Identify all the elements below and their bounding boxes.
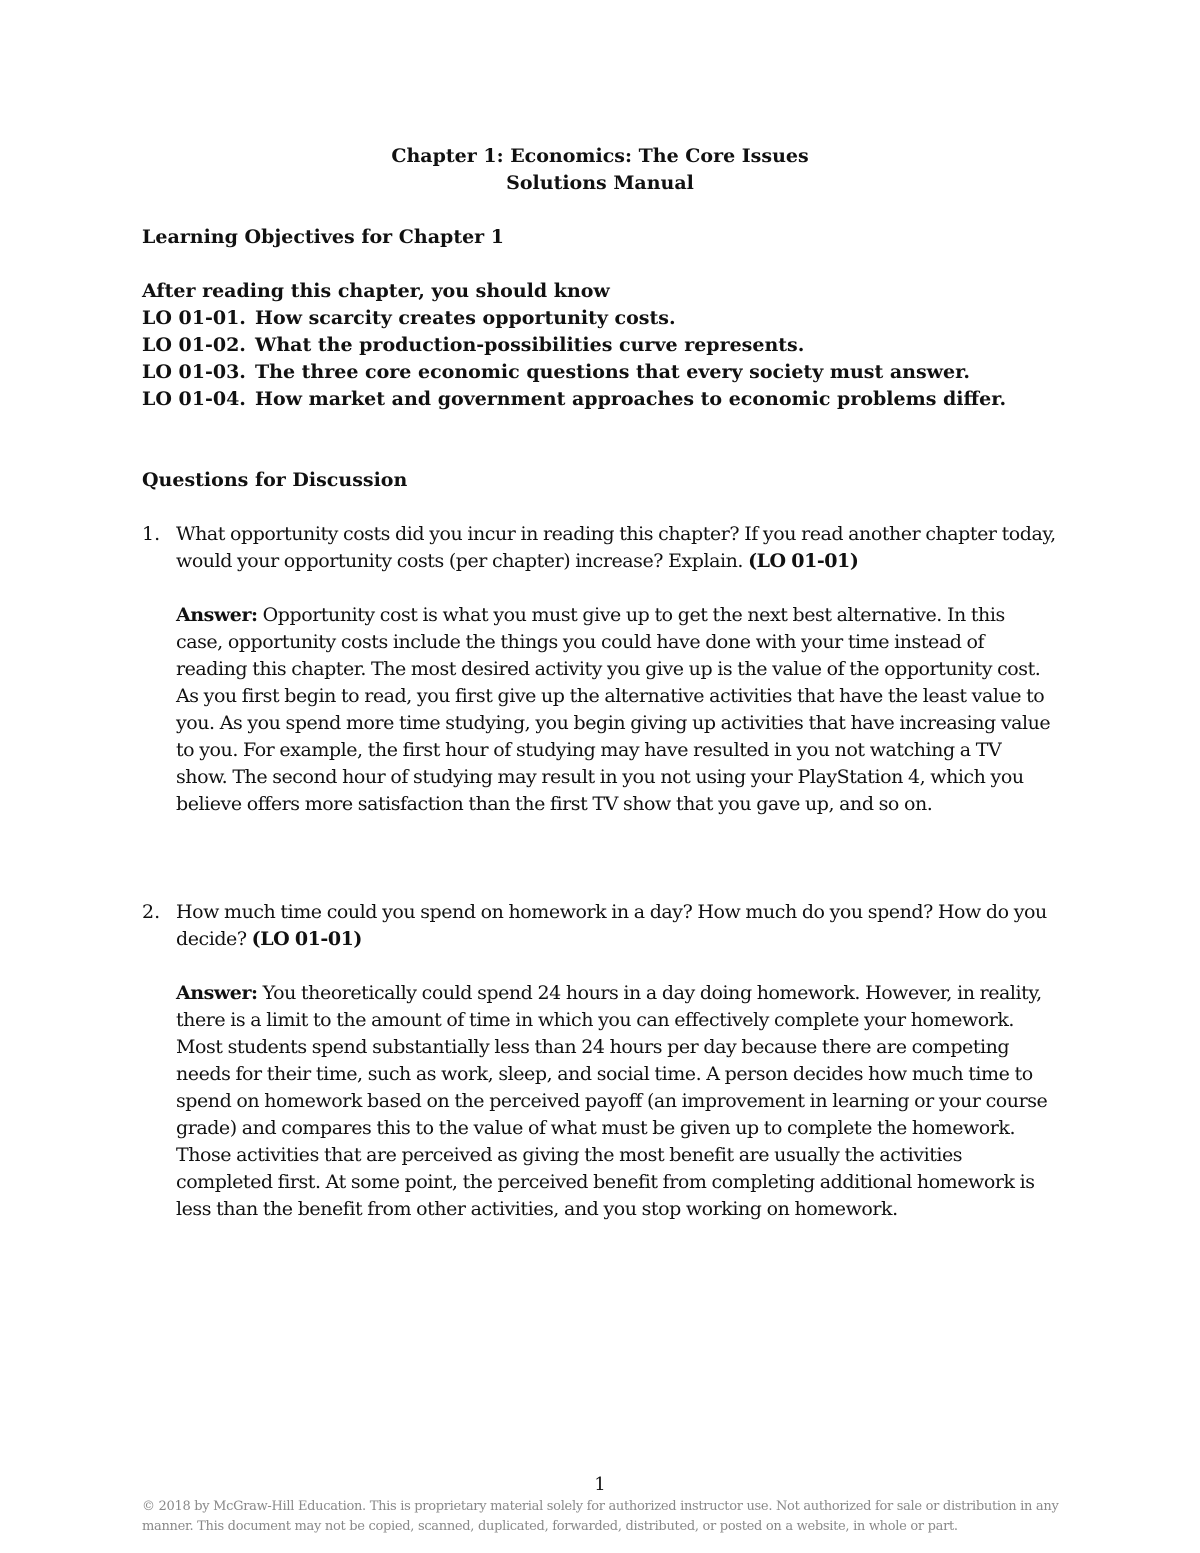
- answer-text: Opportunity cost is what you must give up to get the next best alternative. In this case, opportunity costs include the things you could have done with your time instead of reading this chapter. The most desired activity you give up is the value of the opportunity cost. As you first begin to read, you first give up the alternative activities that have the least value to you. As you spend more time studying, you begin giving up activities that have increasing value to you. For example, the first hour of studying may have resulted in you not watching a TV show. The second hour of studying may result in you not using your PlayStation 4, which you believe offers more satisfaction than the first TV show that you gave up, and so on.: [176, 604, 1051, 815]
- objective-item: [142, 332, 804, 359]
- question-number: 2.: [142, 901, 161, 923]
- answer-text: You theoretically could spend 24 hours in a day doing homework. However, in reality, there is a limit to the amount of time in which you can effectively complete your homework. Most students spend substantially less than 24 hours per day because there are competing needs for their time, such as work, sleep, and social time. A person decides how much time to spend on homework based on the perceived payoff (an improvement in learning or your course grade) and compares this to the value of what must be given up to complete the homework. Those activities that are perceived as giving the most benefit are usually the activities completed first. At some point, the perceived benefit from completing additional homework is less than the benefit from other activities, and you stop working on homework.: [176, 982, 1048, 1220]
- discussion-heading: Questions for Discussion: [142, 469, 408, 491]
- objective-text: How scarcity creates opportunity costs.: [255, 307, 676, 329]
- lo-tag: (LO 01-01): [748, 550, 859, 572]
- objective-item: [142, 386, 1006, 413]
- document-subtitle: Solutions Manual: [506, 172, 694, 194]
- objective-code: LO 01-03.: [142, 361, 246, 383]
- objective-text: How market and government approaches to economic problems differ.: [255, 388, 1007, 410]
- copyright-footer: © 2018 by McGraw-Hill Education. This is proprietary material solely for authorized instructor use. Not authorized for sale or distribution in any manner. This document may not be copied, scanned, duplicated, forwarded, distributed, or posted on a website, in whole or part.: [142, 1499, 1059, 1534]
- question-body: How much time could you spend on homework in a day? How much do you spend? How do you decide?: [176, 901, 1047, 950]
- chapter-title: Chapter 1: Economics: The Core Issues: [391, 145, 809, 167]
- answer-paragraph: [176, 602, 1056, 818]
- objectives-heading: Learning Objectives for Chapter 1: [142, 226, 505, 248]
- objective-code: LO 01-02.: [142, 334, 246, 356]
- objective-item: [142, 305, 676, 332]
- objective-text: The three core economic questions that every society must answer.: [255, 361, 971, 383]
- objective-text: What the production-possibilities curve represents.: [255, 334, 805, 356]
- answer-label: Answer:: [176, 982, 258, 1004]
- question-text: [176, 899, 1056, 953]
- objectives-intro: After reading this chapter, you should know: [142, 280, 610, 302]
- answer-paragraph: [176, 980, 1056, 1223]
- lo-tag: (LO 01-01): [251, 928, 362, 950]
- question-number: 1.: [142, 523, 161, 545]
- answer-label: Answer:: [176, 604, 258, 626]
- page-number: 1: [594, 1474, 606, 1495]
- objective-code: LO 01-01.: [142, 307, 246, 329]
- objective-item: [142, 359, 970, 386]
- question-text: [176, 521, 1056, 575]
- question-body: What opportunity costs did you incur in reading this chapter? If you read another chapter today, would your opportunity costs (per chapter) increase? Explain.: [176, 523, 1056, 572]
- objective-code: LO 01-04.: [142, 388, 246, 410]
